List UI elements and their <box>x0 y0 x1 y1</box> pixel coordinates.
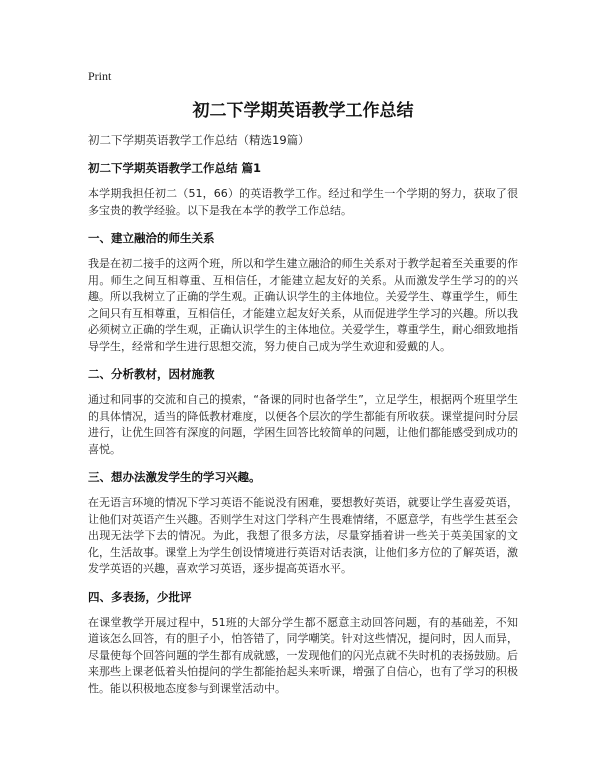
section-heading: 二、分析教材，因材施教 <box>88 367 215 381</box>
section-heading: 四、多表扬，少批评 <box>88 589 192 604</box>
chapter-title: 初二下学期英语教学工作总结 篇1 <box>88 161 262 175</box>
section-body: 通过和同事的交流和自己的摸索，“备课的同时也备学生”，立足学生，根据两个班里学生的具体情况，适当的降低教材难度，以便各个层次的学生都能有所收获。课堂提问时分层进行，让优生回答有深度的问题，学困生回答比较简单的问题，让他们都能感受到成功的喜悦。 <box>88 393 518 456</box>
section-4 <box>88 589 518 698</box>
section-3 <box>88 469 518 578</box>
intro-paragraph: 本学期我担任初二（51，66）的英语教学工作。经过和学生一个学期的努力，获取了很多宝贵的教学经验。以下是我在本学的教学工作总结。 <box>88 187 518 217</box>
section-heading: 一、建立融洽的师生关系 <box>88 231 215 245</box>
section-heading: 三、想办法激发学生的学习兴趣。 <box>88 470 261 484</box>
section-2 <box>88 366 518 458</box>
section-body: 在无语言环境的情况下学习英语不能说没有困难，要想教好英语，就要让学生喜爱英语，让他们对英语产生兴趣。否则学生对这门学科产生畏难情绪，不愿意学，有些学生甚至会出现无法学下去的情况。为此，我想了很多方法，尽量穿插着讲一些关于英美国家的文化，生活故事。课堂上为学生创设情境进行英语对话表演，让他们多方位的了解英语，激发学英语的兴趣，喜欢学习英语，逐步提高英语水平。 <box>88 496 518 575</box>
document-page <box>88 68 518 697</box>
section-1 <box>88 230 518 355</box>
section-body: 在课堂教学开展过程中，51班的大部分学生都不愿意主动回答问题，有的基础差，不知道该怎么回答，有的胆子小，怕答错了，同学嘲笑。针对这些情况，提问时，因人而异，尽量使每个回答问题的学生都有成就感，一发现他们的闪光点就不失时机的表扬鼓励。后来那些上课老低着头怕提问的学生都能抬起头来听课，增强了自信心，也有了学习的积极性。能以积极地态度参与到课堂活动中。 <box>88 615 518 695</box>
print-link[interactable]: Print <box>88 69 112 83</box>
section-body: 我是在初二接手的这两个班，所以和学生建立融洽的师生关系对于教学起着至关重要的作用。师生之间互相尊重、互相信任，才能建立起友好的关系。从而激发学生学习的的兴趣。所以我树立了正确的学生观。正确认识学生的主体地位。关爱学生、尊重学生，师生之间只有互相尊重，互相信任，才能建立起友好关系，从而促进学生学习的兴趣。所以我必须树立正确的学生观，正确认识学生的主体地位。关爱学生，尊重学生，耐心细致地指导学生，经常和学生进行思想交流，努力使自己成为学生欢迎和爱戴的人。 <box>88 257 518 353</box>
document-subtitle: 初二下学期英语教学工作总结（精选19篇） <box>88 133 310 147</box>
document-title: 初二下学期英语教学工作总结 <box>192 101 414 121</box>
